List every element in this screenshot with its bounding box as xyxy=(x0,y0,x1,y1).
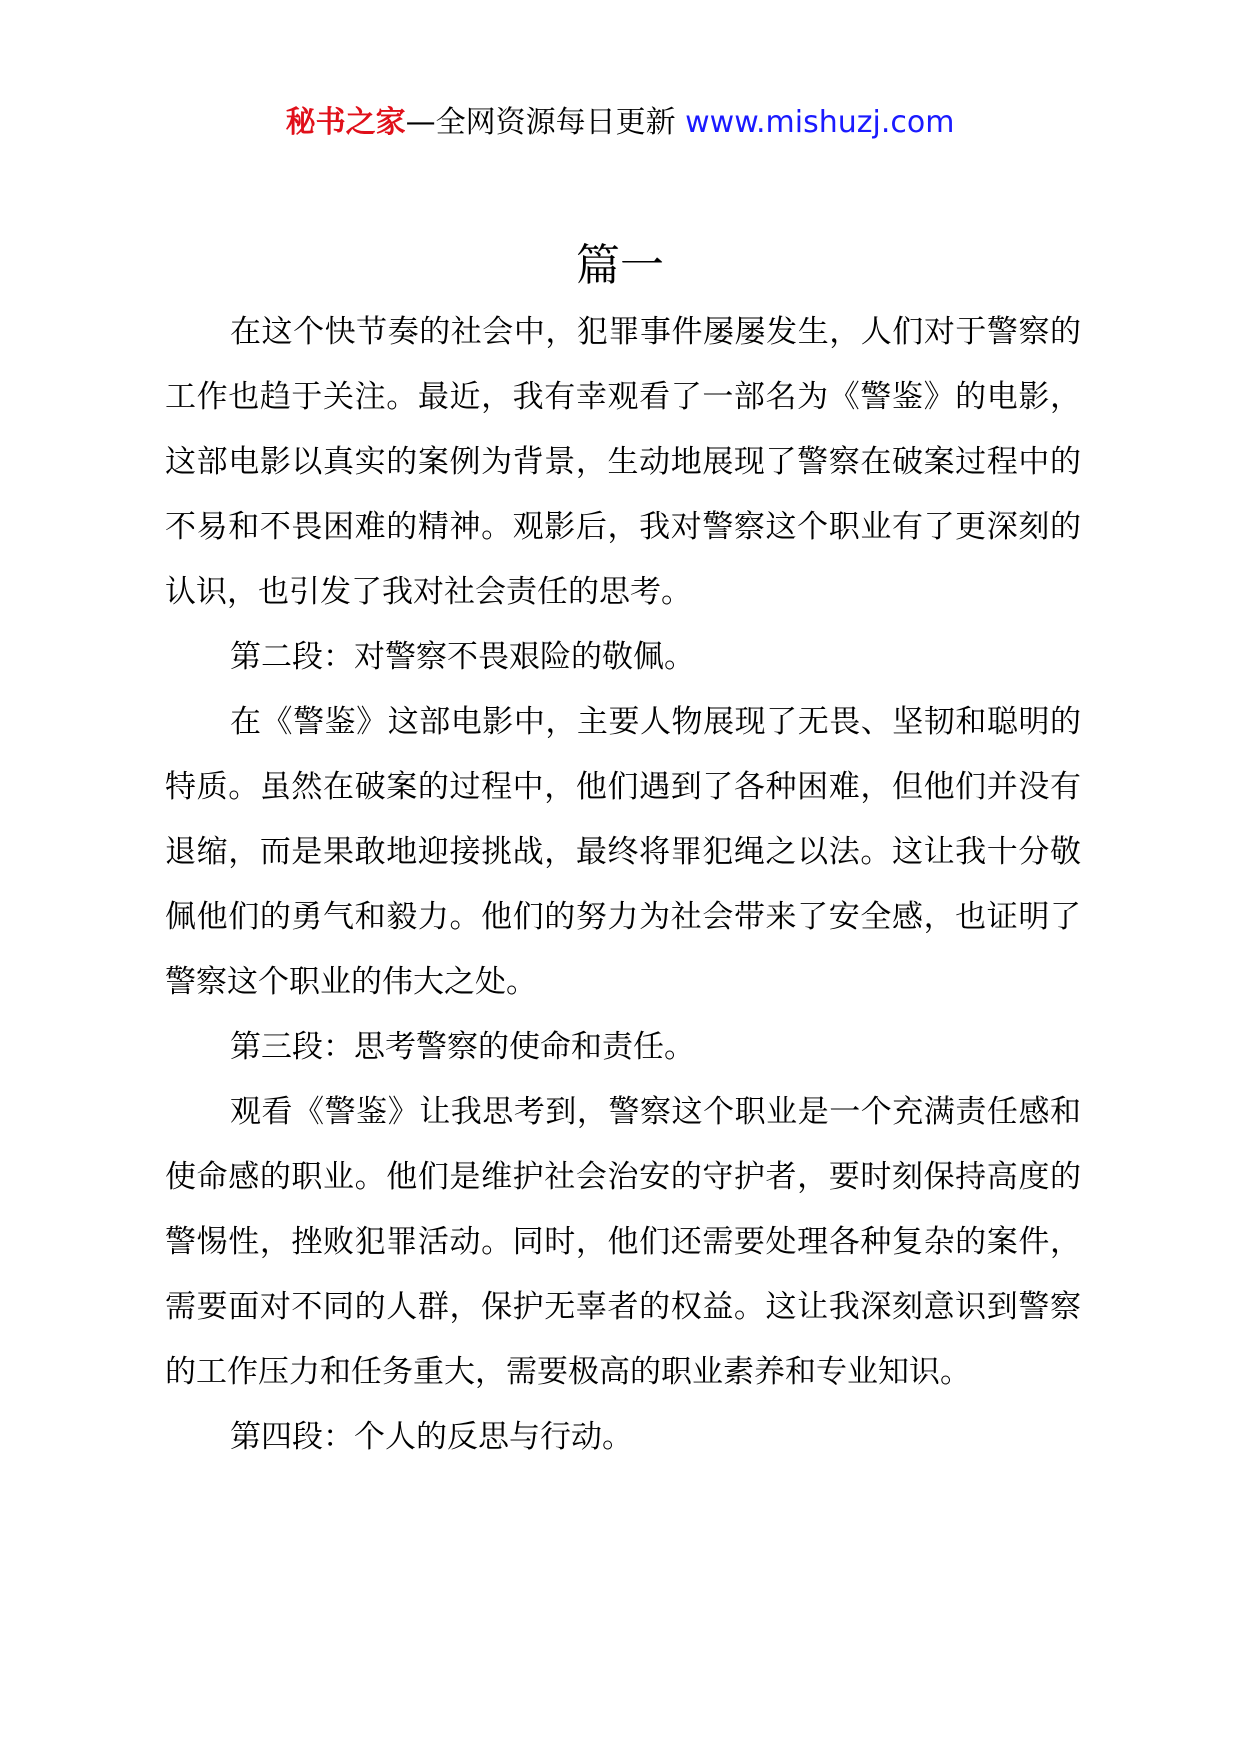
section-heading-3: 第三段：思考警察的使命和责任。 xyxy=(230,1029,695,1065)
document-body xyxy=(165,300,1081,1470)
document-title: 篇一 xyxy=(576,240,664,291)
brand-name: 秘书之家 xyxy=(285,105,406,140)
section-heading-4: 第四段：个人的反思与行动。 xyxy=(230,1419,633,1455)
site-header xyxy=(0,102,1240,144)
header-tagline: —全网资源每日更新 xyxy=(405,105,686,140)
site-url-link[interactable]: www.mishuzj.com xyxy=(685,105,955,140)
paragraph-3: 观看《警鉴》让我思考到，警察这个职业是一个充满责任感和使命感的职业。他们是维护社会治安的守护者，要时刻保持高度的警惕性，挫败犯罪活动。同时，他们还需要处理各种复杂的案件，需要面对不同的人群，保护无辜者的权益。这让我深刻意识到警察的工作压力和任务重大，需要极高的职业素养和专业知识。 xyxy=(165,1094,1081,1390)
paragraph-2: 在《警鉴》这部电影中，主要人物展现了无畏、坚韧和聪明的特质。虽然在破案的过程中，他们遇到了各种困难，但他们并没有退缩，而是果敢地迎接挑战，最终将罪犯绳之以法。这让我十分敬佩他们的勇气和毅力。他们的努力为社会带来了安全感，也证明了警察这个职业的伟大之处。 xyxy=(165,704,1081,1000)
paragraph-intro: 在这个快节奏的社会中，犯罪事件屡屡发生，人们对于警察的工作也趋于关注。最近，我有幸观看了一部名为《警鉴》的电影，这部电影以真实的案例为背景，生动地展现了警察在破案过程中的不易和不畏困难的精神。观影后，我对警察这个职业有了更深刻的认识，也引发了我对社会责任的思考。 xyxy=(165,314,1081,610)
section-heading-2: 第二段：对警察不畏艰险的敬佩。 xyxy=(230,639,695,675)
